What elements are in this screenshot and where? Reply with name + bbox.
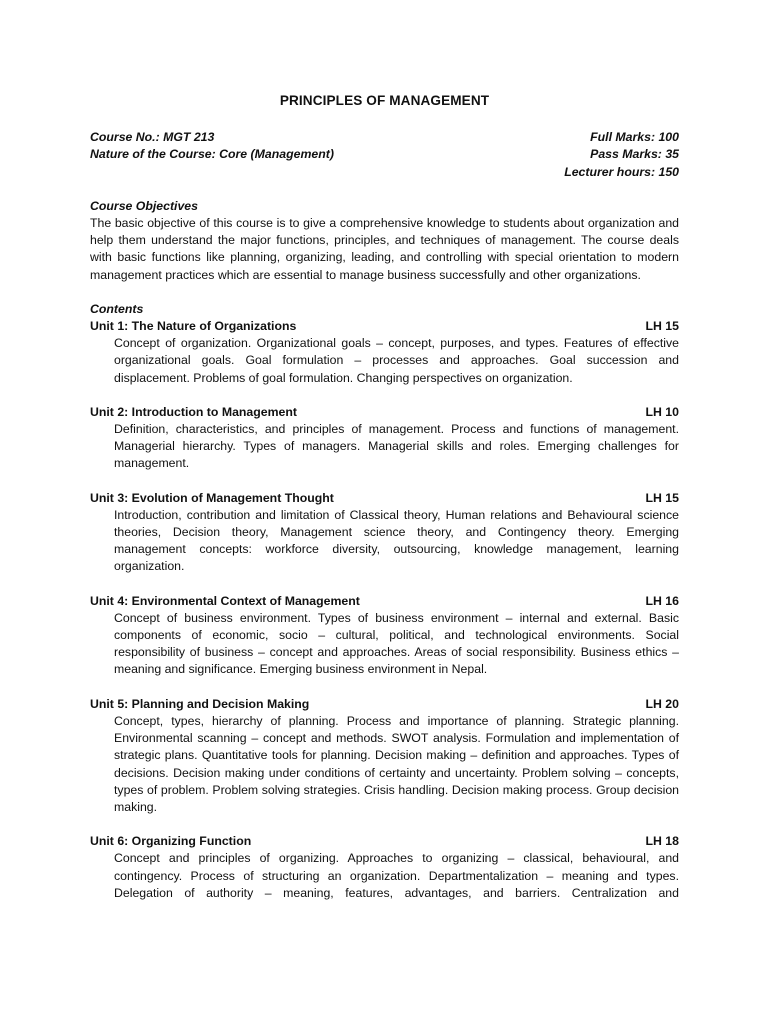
unit-header: [90, 833, 679, 850]
unit-6: [90, 833, 679, 902]
unit-description: Definition, characteristics, and principles of management. Process and functions of management. Managerial hierarchy. Types of managers. Managerial skills and roles. Emerging challenges for management.: [114, 422, 679, 471]
unit-header: [90, 593, 679, 610]
course-number: Course No.: MGT 213: [90, 130, 215, 145]
unit-hours: LH 10: [645, 404, 679, 419]
unit-1: [90, 318, 679, 387]
unit-2: [90, 404, 679, 473]
course-nature: Nature of the Course: Core (Management): [90, 147, 334, 162]
unit-hours: LH 18: [645, 834, 679, 849]
pass-marks: Pass Marks: 35: [590, 147, 679, 162]
unit-4: [90, 593, 679, 679]
unit-hours: LH 15: [645, 319, 679, 334]
course-info-right: [564, 129, 679, 181]
unit-description: Concept of organization. Organizational goals – concept, purposes, and types. Features of effective organizational goals. Goal formulation – processes and approaches. Goal succession and displacement. Problems of goal formulation. Changing perspectives on organization.: [114, 336, 679, 385]
unit-hours: LH 16: [645, 593, 679, 608]
unit-description: Concept and principles of organizing. Approaches to organizing – classical, behavioural, and contingency. Process of structuring an organization. Departmentalization – meaning and types. Delegation of authority – meaning, features, advantages, and barriers. Centralization and: [114, 851, 679, 900]
unit-title: Unit 5: Planning and Decision Making: [90, 696, 310, 711]
unit-5: [90, 696, 679, 816]
unit-header: [90, 404, 679, 421]
unit-hours: LH 15: [645, 490, 679, 505]
objectives-text: The basic objective of this course is to give a comprehensive knowledge to students about organization and help them understand the major functions, principles, and techniques of management. The course deals with basic functions like planning, organizing, leading, and controlling with special orientation to modern management practices which are essential to manage business successfully and other organizations.: [90, 216, 679, 282]
unit-title: Unit 3: Evolution of Management Thought: [90, 490, 334, 505]
unit-header: [90, 318, 679, 335]
objectives-heading: Course Objectives: [90, 198, 198, 213]
unit-description: Concept, types, hierarchy of planning. Process and importance of planning. Strategic planning. Environmental scanning – concept and methods. SWOT analysis. Formulation and implementation of strategic plans. Quantitative tools for planning. Decision making – definition and approaches. Types of decisions. Decision making under conditions of certainty and uncertainty. Problem solving – concepts, types of problem. Problem solving strategies. Crisis handling. Decision making process. Group decision making.: [114, 713, 679, 814]
page-title: PRINCIPLES OF MANAGEMENT: [279, 93, 490, 108]
course-info-left: [90, 129, 334, 181]
unit-description: Concept of business environment. Types of business environment – internal and external. Basic components of economic, socio – cultural, political, and technological environments. Social responsibility of business – concept and approaches. Areas of social responsibility. Business ethics – meaning and significance. Emerging business environment in Nepal.: [114, 610, 679, 677]
course-info: [90, 129, 679, 181]
unit-hours: LH 20: [645, 696, 679, 711]
syllabus-page: [90, 92, 679, 919]
unit-3: [90, 490, 679, 576]
full-marks: Full Marks: 100: [590, 130, 679, 145]
lecturer-hours: Lecturer hours: 150: [564, 164, 679, 179]
contents-heading: Contents: [90, 301, 144, 316]
unit-description: Introduction, contribution and limitation of Classical theory, Human relations and Behavioural science theories, Decision theory, Management science theory, and Contingency theory. Emerging management concepts: workforce diversity, outsourcing, knowledge management, learning organization.: [114, 507, 679, 574]
unit-title: Unit 1: The Nature of Organizations: [90, 319, 297, 334]
unit-title: Unit 2: Introduction to Management: [90, 404, 297, 419]
unit-title: Unit 4: Environmental Context of Management: [90, 593, 360, 608]
unit-title: Unit 6: Organizing Function: [90, 834, 252, 849]
unit-header: [90, 696, 679, 713]
unit-header: [90, 490, 679, 507]
